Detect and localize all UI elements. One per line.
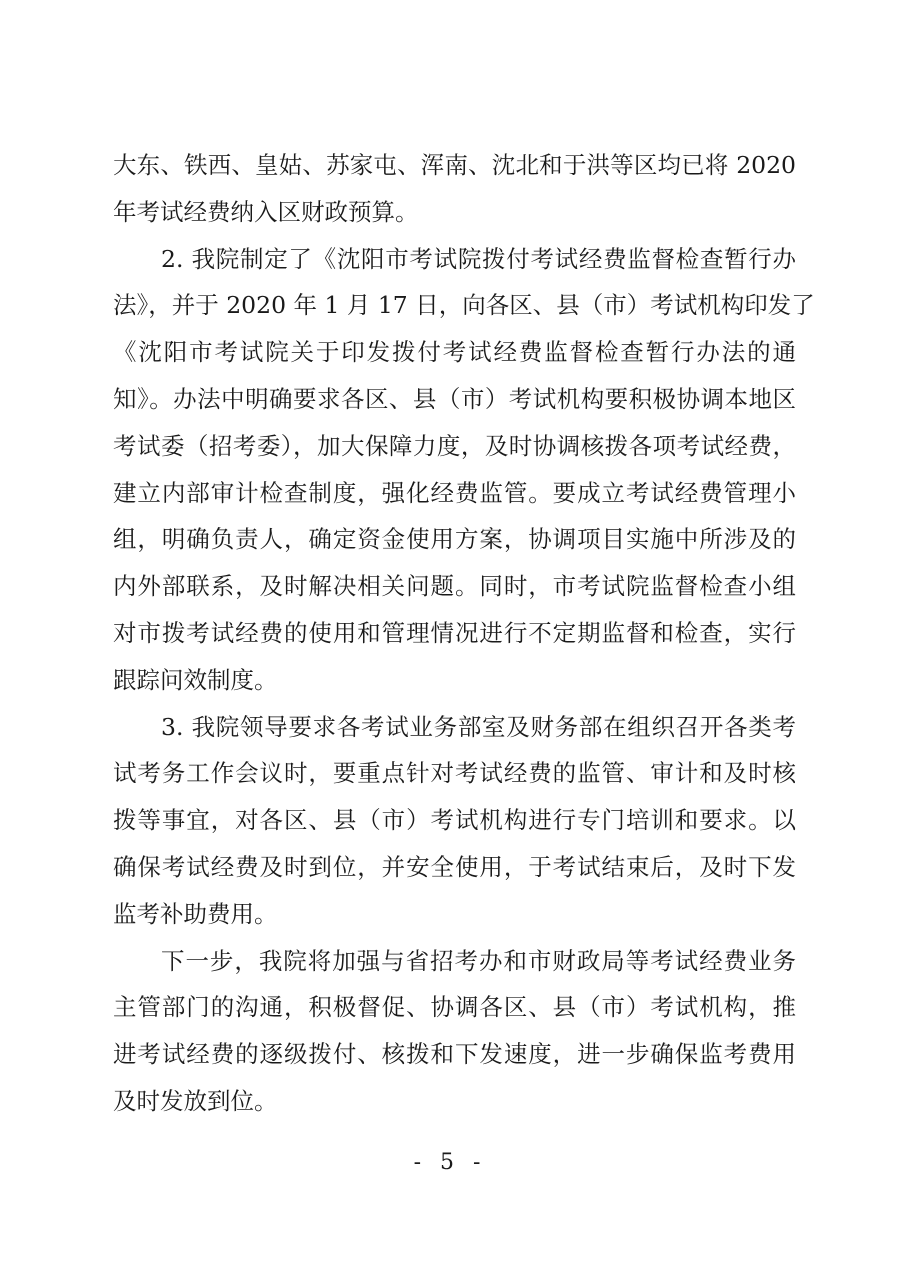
text-line: 确保考试经费及时到位，并安全使用，于考试结束后，及时下发 <box>113 852 796 881</box>
document-body <box>113 142 815 1125</box>
text-line: 组，明确负责人，确定资金使用方案，协调项目实施中所涉及的 <box>113 525 796 554</box>
paragraph-1 <box>113 142 796 236</box>
text-line: 及时发放到位。 <box>113 1086 278 1115</box>
text-line: 监考补助费用。 <box>113 899 278 928</box>
text-line: 年考试经费纳入区财政预算。 <box>113 197 419 226</box>
text-line: 考试委（招考委），加大保障力度，及时协调核拨各项考试经费， <box>113 431 796 460</box>
text-line: 对市拨考试经费的使用和管理情况进行不定期监督和检查，实行 <box>113 618 796 647</box>
paragraph-2 <box>113 236 815 704</box>
text-line: 内外部联系，及时解决相关问题。同时，市考试院监督检查小组 <box>113 572 796 601</box>
paragraph-4 <box>113 938 796 1125</box>
text-line: 下一步，我院将加强与省招考办和市财政局等考试经费业务 <box>161 946 796 975</box>
text-line: 拨等事宜，对各区、县（市）考试机构进行专门培训和要求。以 <box>113 806 796 835</box>
text-line: 大东、铁西、皇姑、苏家屯、浑南、沈北和于洪等区均已将 2020 <box>113 151 796 179</box>
text-line: 建立内部审计检查制度，强化经费监管。要成立考试经费管理小 <box>113 478 796 507</box>
text-line: 进考试经费的逐级拨付、核拨和下发速度，进一步确保监考费用 <box>113 1040 796 1069</box>
text-line: 知》。办法中明确要求各区、县（市）考试机构要积极协调本地区 <box>113 384 796 413</box>
text-line: 主管部门的沟通，积极督促、协调各区、县（市）考试机构，推 <box>113 993 796 1022</box>
text-line: 跟踪问效制度。 <box>113 665 278 694</box>
text-line: 法》，并于 2020 年 1 月 17 日，向各区、县（市）考试机构印发了 <box>113 291 815 320</box>
text-line: 2. 我院制定了《沈阳市考试院拨付考试经费监督检查暂行办 <box>161 244 796 273</box>
paragraph-3 <box>113 704 796 938</box>
text-line: 3. 我院领导要求各考试业务部室及财务部在组织召开各类考 <box>161 712 796 741</box>
page-number: - 5 - <box>413 1150 487 1175</box>
text-line: 试考务工作会议时，要重点针对考试经费的监管、审计和及时核 <box>113 759 796 788</box>
text-line: 《沈阳市考试院关于印发拨付考试经费监督检查暂行办法的通 <box>113 338 796 367</box>
